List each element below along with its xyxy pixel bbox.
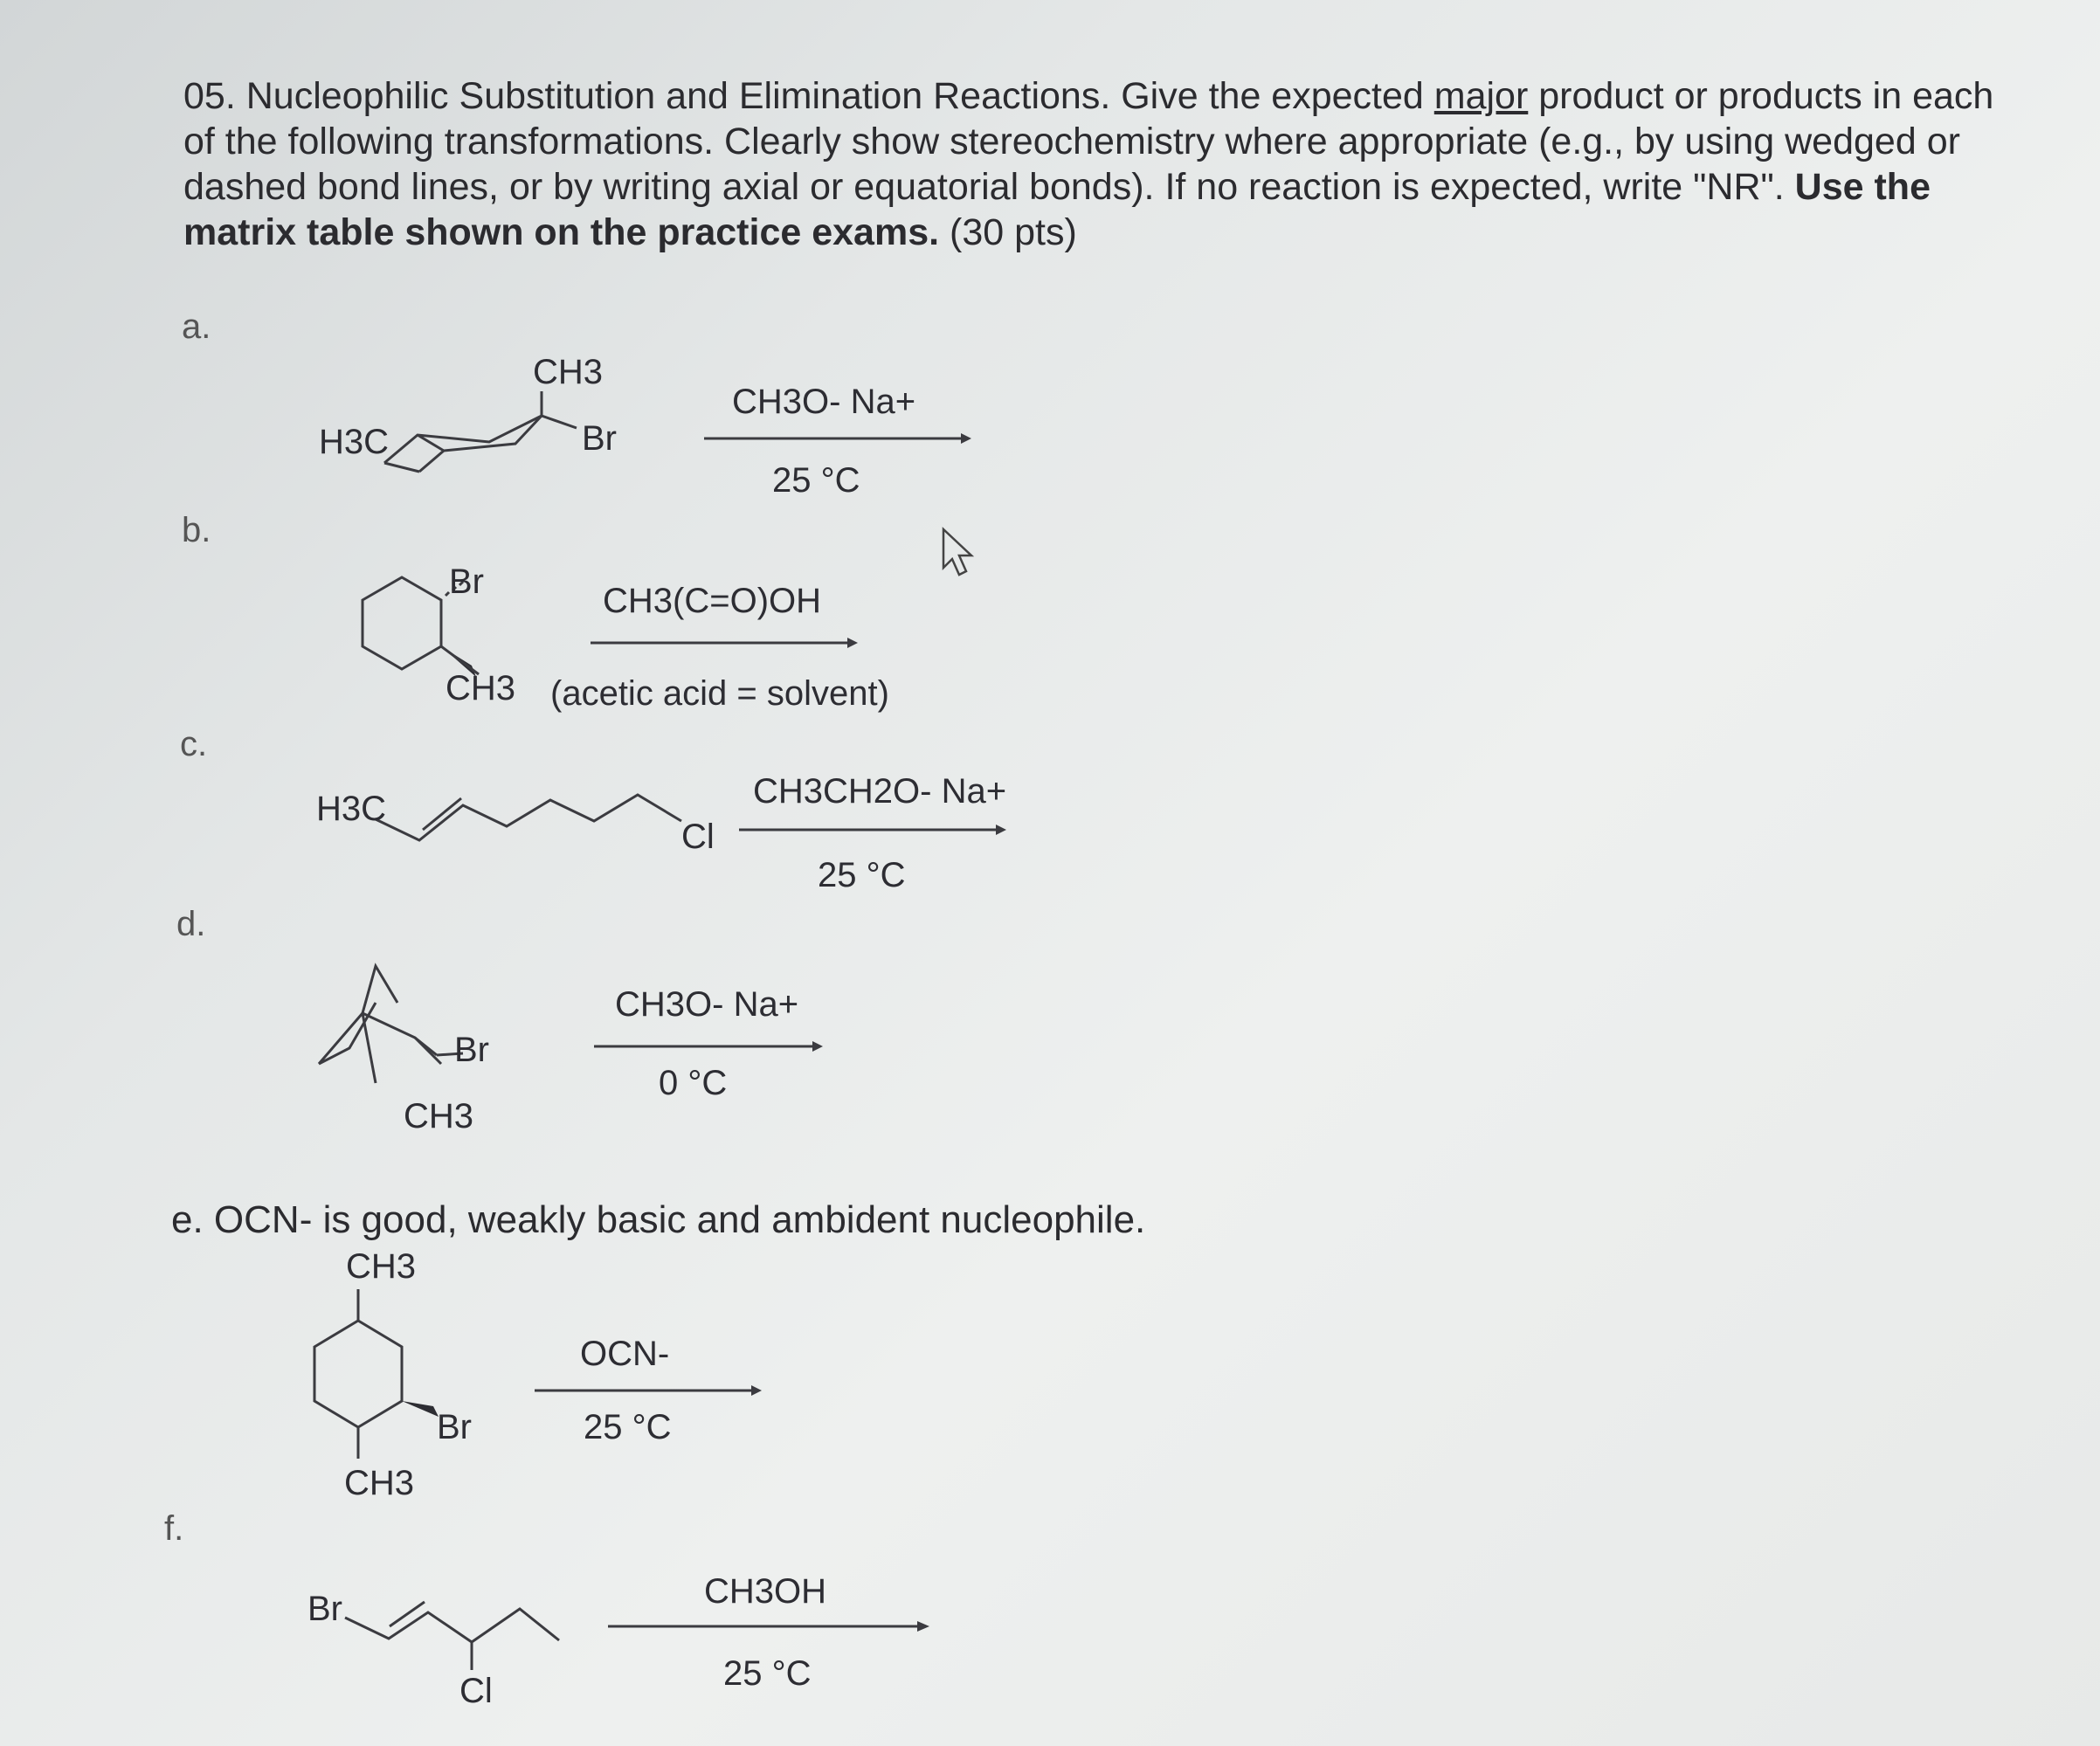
chair-cyclohexane-a (384, 391, 577, 472)
a-condition: 25 °C (772, 461, 860, 500)
f-reagent: CH3OH (704, 1572, 827, 1611)
reaction-arrow-f (608, 1621, 929, 1632)
reaction-arrow-c (739, 825, 1006, 835)
label-d: d. (176, 905, 206, 943)
label-f: f. (164, 1509, 184, 1548)
header-underlined-major: major (1433, 75, 1529, 117)
e-reagent: OCN- (580, 1335, 670, 1373)
e-ch3-bottom: CH3 (344, 1464, 415, 1502)
b-condition: (acetic acid = solvent) (550, 674, 889, 713)
c-h3c: H3C (316, 790, 387, 828)
header-text-b: product or products in each of the following transformations. Clearly show stereochemistry where appropriate (e.g., by using wedged or dashed bond lines, or by writing axial or equatorial bonds). If no reaction is expected, write "NR". (183, 75, 1994, 208)
f-condition: 25 °C (723, 1654, 812, 1693)
e-ch3-top: CH3 (346, 1247, 417, 1286)
b-ch3: CH3 (446, 669, 516, 707)
c-reagent: CH3CH2O- Na+ (753, 772, 1007, 811)
c-cl: Cl (681, 818, 715, 856)
f-cl: Cl (459, 1672, 493, 1710)
label-c: c. (180, 725, 208, 763)
header-text-a: 05. Nucleophilic Substitution and Elimination Reactions. Give the expected (183, 75, 1434, 117)
reaction-arrow-a (704, 433, 971, 444)
mouse-pointer-icon (943, 529, 971, 575)
reaction-arrow-d (594, 1041, 823, 1052)
alkenyl-chain-f (345, 1602, 559, 1670)
e-br: Br (437, 1408, 472, 1446)
reaction-arrow-e (535, 1385, 762, 1396)
e-statement: e. OCN- is good, weakly basic and ambident nucleophile. (171, 1198, 1146, 1241)
alkenyl-chain-c (376, 795, 681, 840)
d-ch3: CH3 (404, 1097, 474, 1135)
a-h3c: H3C (319, 423, 390, 461)
bicyclic-d (319, 966, 463, 1083)
header-points: (30 pts) (939, 211, 1077, 253)
reaction-arrow-b (591, 638, 858, 648)
cyclohexane-e (314, 1289, 439, 1459)
a-br: Br (582, 419, 617, 458)
d-reagent: CH3O- Na+ (615, 985, 799, 1024)
a-reagent: CH3O- Na+ (732, 383, 916, 421)
f-br: Br (307, 1590, 342, 1628)
label-a: a. (182, 307, 211, 346)
b-reagent: CH3(C=O)OH (603, 582, 822, 620)
d-condition: 0 °C (659, 1064, 728, 1102)
e-condition: 25 °C (584, 1408, 672, 1446)
header-bold-instruction: Use the matrix table shown on the practice exams. (183, 166, 1931, 253)
d-br: Br (454, 1031, 489, 1069)
label-b: b. (182, 511, 211, 549)
a-ch3: CH3 (533, 353, 604, 391)
b-br: Br (449, 562, 484, 601)
c-condition: 25 °C (818, 856, 906, 894)
